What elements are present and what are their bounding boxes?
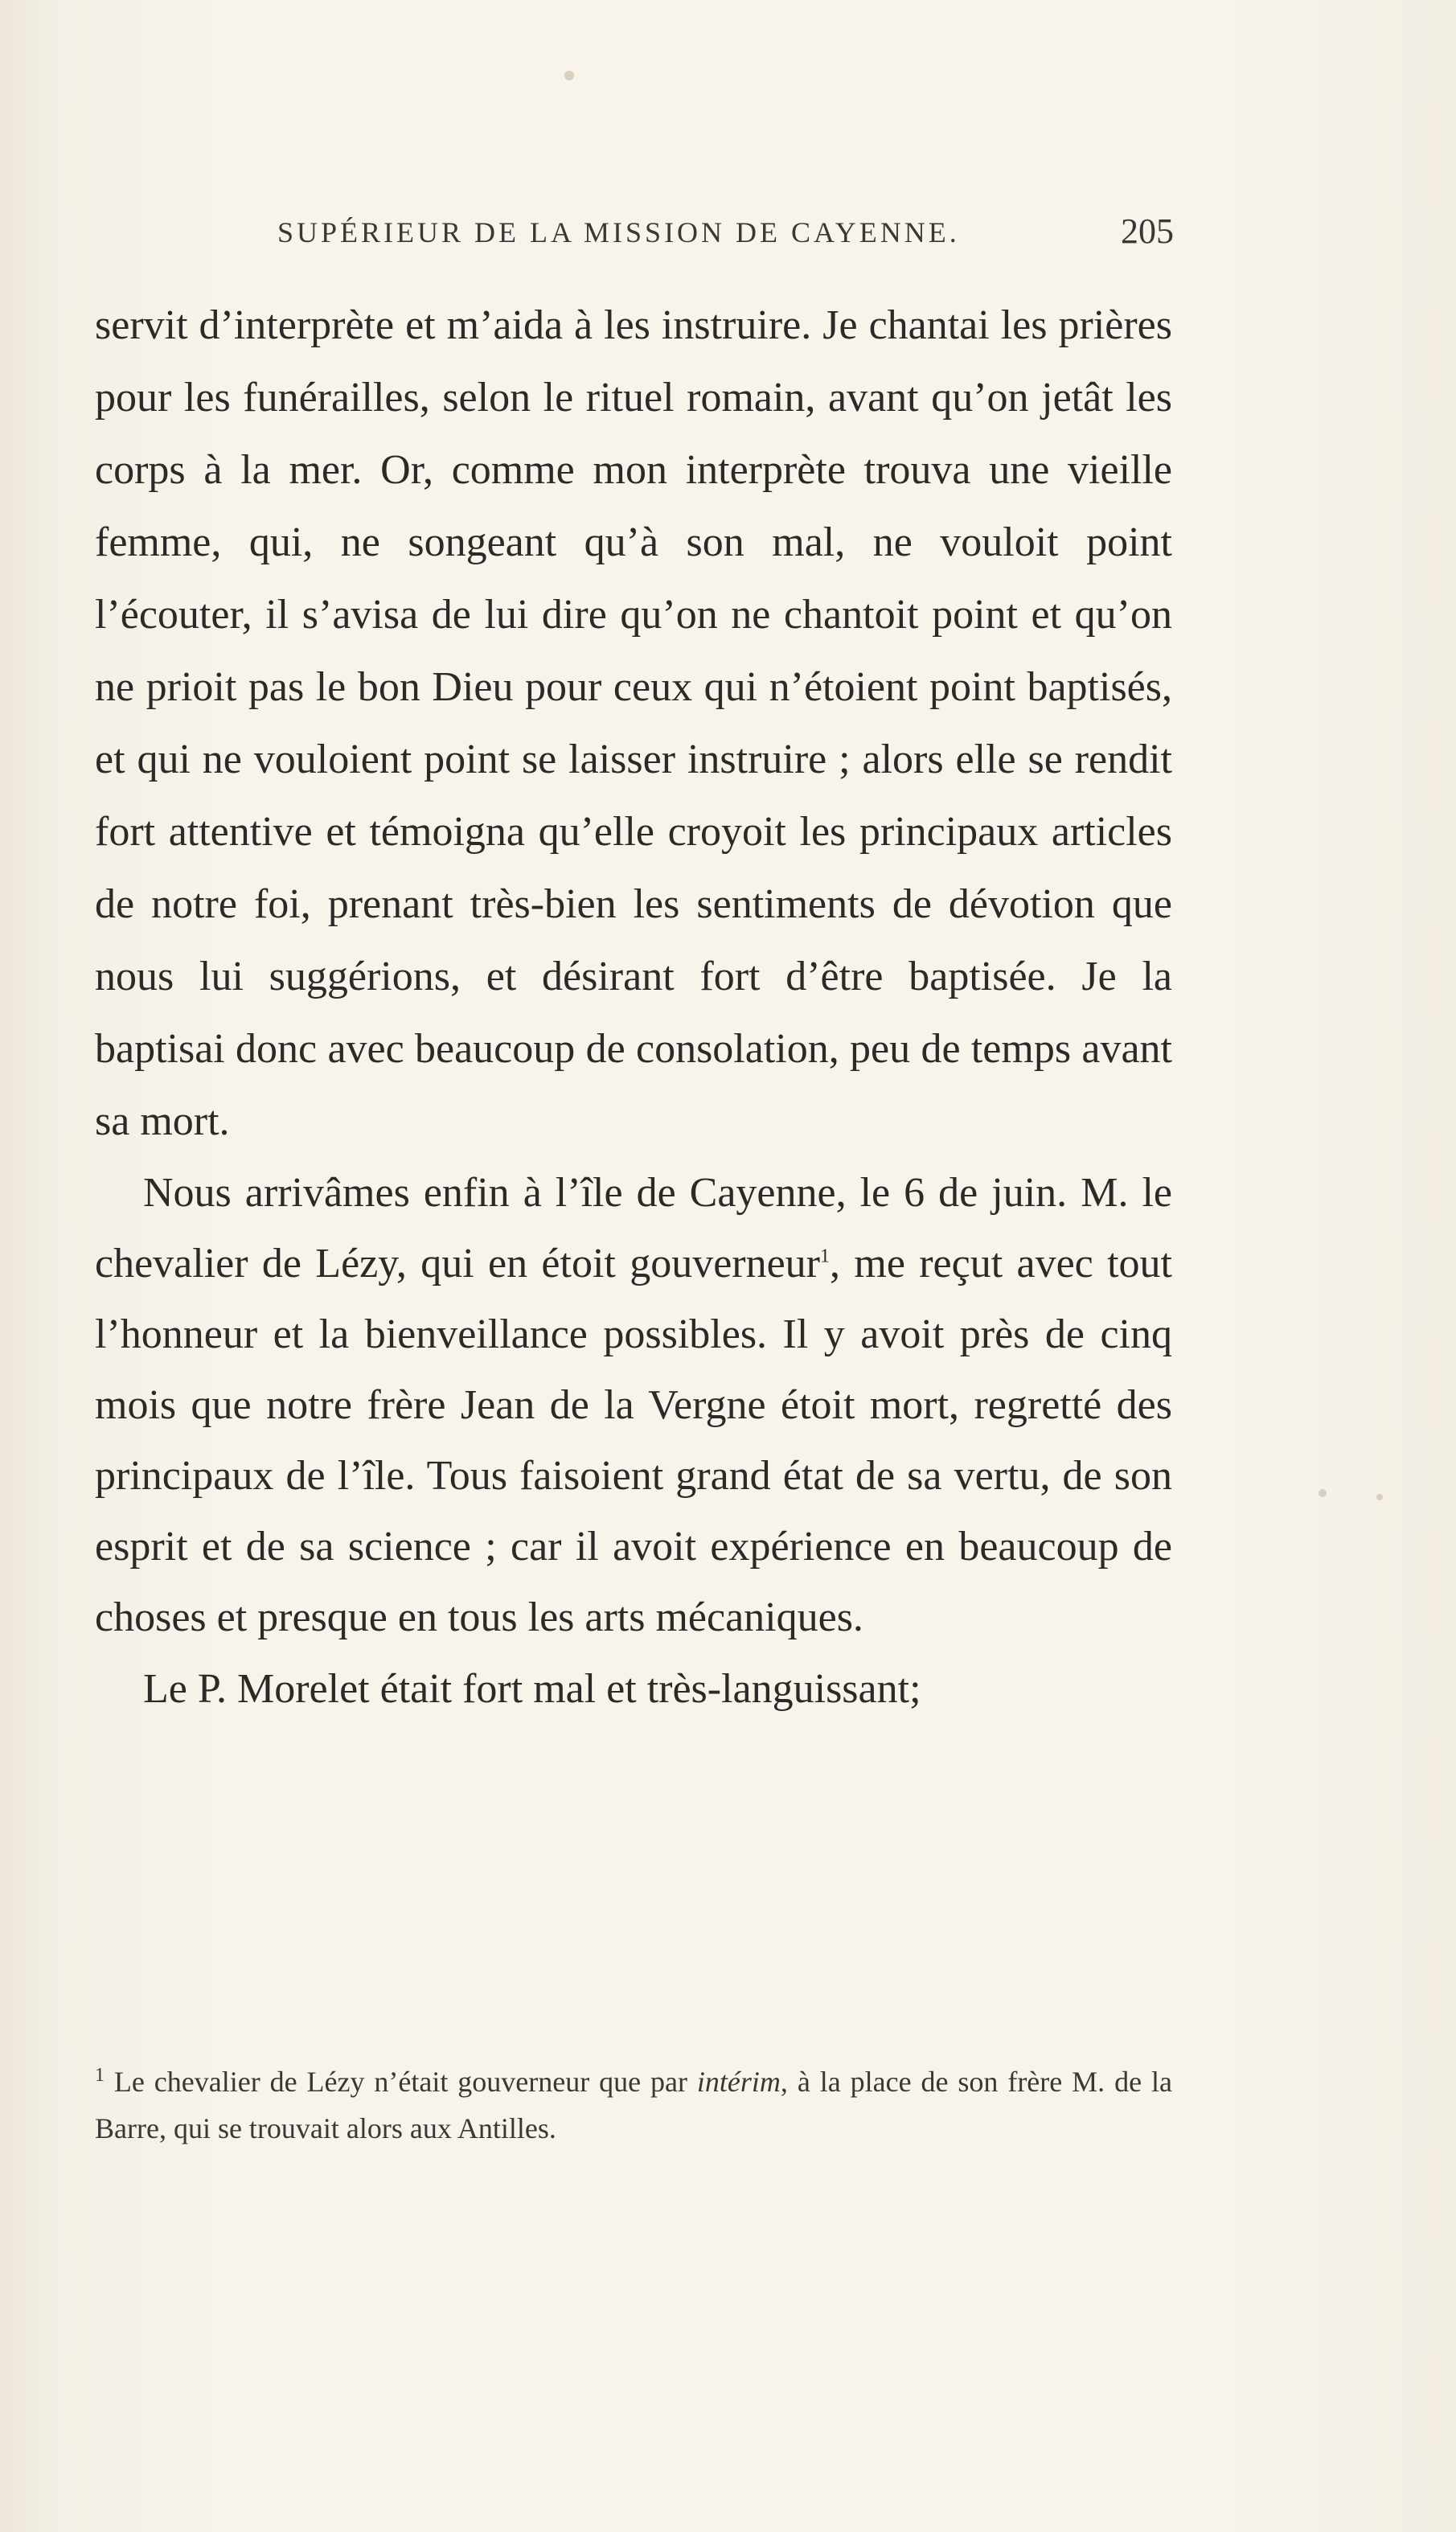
running-head xyxy=(277,211,1174,264)
page-number: 205 xyxy=(1121,211,1174,251)
footnote-text: Le chevalier de Lézy n’était gouverneur que par xyxy=(113,2066,697,2098)
paragraph: Le P. Morelet était fort mal et très-languissant; xyxy=(143,1666,921,1712)
footnote-italic: intérim xyxy=(696,2066,781,2098)
footnote xyxy=(95,2058,1172,2152)
body-text xyxy=(95,289,1172,1726)
paragraph xyxy=(95,1158,1172,1653)
footnote-reference: 1 xyxy=(820,1245,831,1267)
footnote-mark: 1 xyxy=(95,2065,105,2086)
paper-speck xyxy=(564,71,574,80)
running-title: SUPÉRIEUR DE LA MISSION DE CAYENNE. xyxy=(277,216,960,248)
paper-speck xyxy=(1319,1489,1327,1497)
paragraph-text: Nous arrivâmes enfin à l’île de Cayenne, le 6 de juin. M. le chevalier de Lézy, qui en étoit gouverneur xyxy=(95,1170,1172,1287)
paragraph-text: , me reçut avec tout l’honneur et la bienveillance possibles. Il y avoit près de cinq mois que notre frère Jean de la Vergne étoit mort, regretté des principaux de l’île. Tous faisoient grand état de sa vertu, de son esprit et de sa science ; car il avoit expérience en beaucoup de choses et presque en tous les arts mécaniques. xyxy=(95,1241,1173,1640)
footnotes xyxy=(95,2058,1172,2152)
footnote-text: , à la place de son frère M. de la Barre, qui se trouvait alors aux Antilles. xyxy=(95,2066,1172,2144)
paper-speck xyxy=(1376,1494,1383,1500)
paragraph: servit d’interprète et m’aida à les instruire. Je chantai les prières pour les funérailles, selon le rituel romain, avant qu’on jetât les corps à la mer. Or, comme mon interprète trouva une vieille femme, qui, ne songeant qu’à son mal, ne vouloit point l’écouter, il s’avisa de lui dire qu’on ne chantoit point et qu’on ne prioit pas le bon Dieu pour ceux qui n’étoient point baptisés, et qui ne vouloient point se laisser instruire ; alors elle se rendit fort attentive et témoigna qu’elle croyoit les principaux articles de notre foi, prenant très-bien les sentiments de dévotion que nous lui suggérions, et désirant fort d’être baptisée. Je la baptisai donc avec beaucoup de consolation, peu de temps avant sa mort. xyxy=(95,302,1172,1144)
